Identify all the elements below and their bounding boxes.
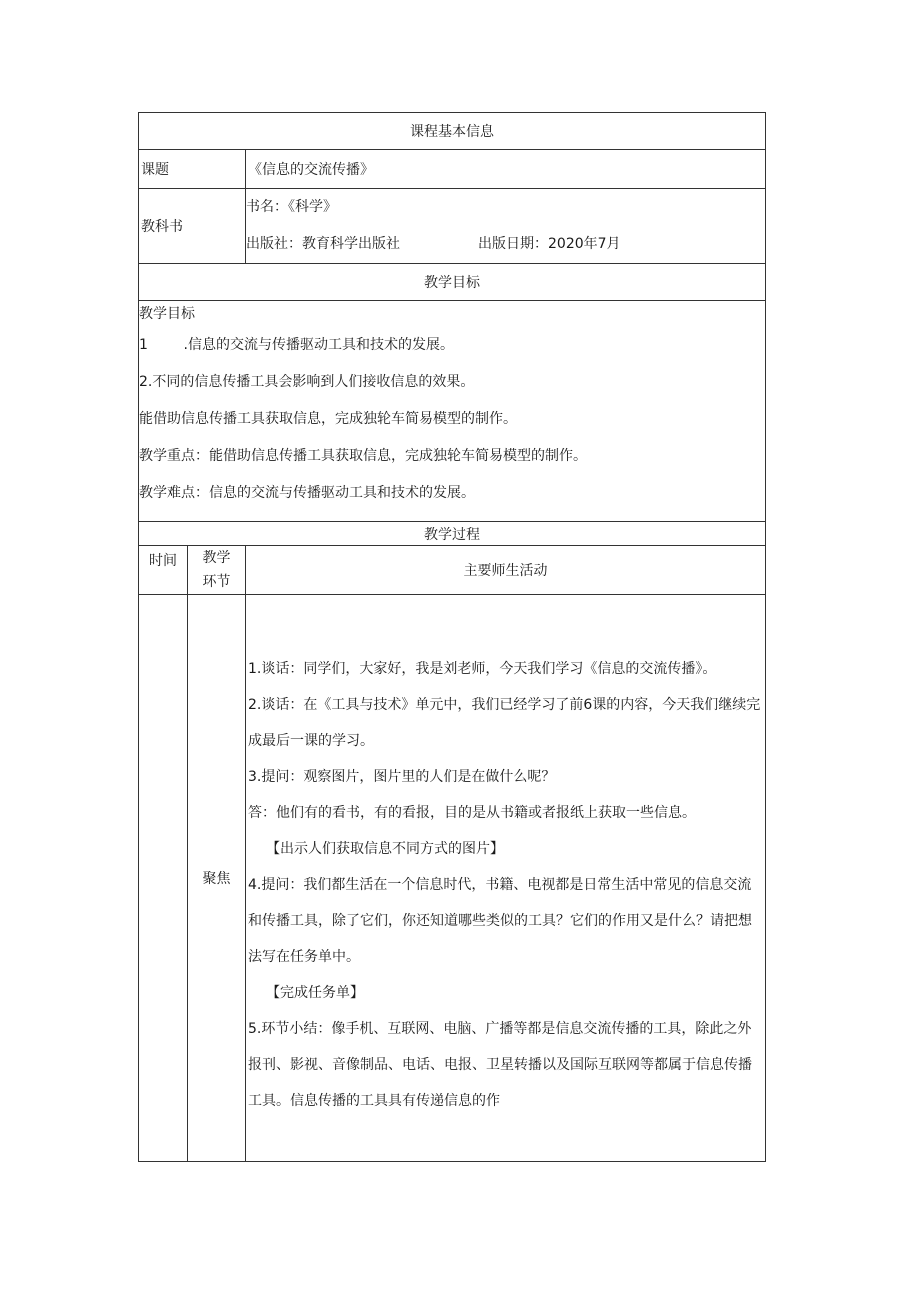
col-stage-line2: 环节 [202, 574, 231, 590]
activity-cell [246, 595, 766, 1162]
activity-paragraph-3: 3.提问：观察图片，图片里的人们是在做什么呢？ [248, 769, 556, 785]
objective-item-2: 2.不同的信息传播工具会影响到人们接收信息的效果。 [139, 374, 475, 390]
book-name: 书名：《科学》 [246, 199, 337, 215]
publisher: 出版社：教育科学出版社 [246, 236, 400, 252]
objectives-title: 教学目标 [139, 306, 195, 322]
activity-paragraph-6: 4.提问：我们都生活在一个信息时代，书籍、电视都是日常生活中常见的信息交流和传播工具，除了它们，你还知道哪些类似的工具？它们的作用又是什么？请把想法写在任务单中。 [248, 877, 752, 965]
objective-item-3: 能借助信息传播工具获取信息，完成独轮车简易模型的制作。 [139, 411, 517, 427]
process-heading-row [139, 522, 766, 546]
basic-info-heading: 课程基本信息 [139, 113, 766, 150]
publisher-line [246, 226, 765, 263]
objective-item-1: 1 .信息的交流与传播驱动工具和技术的发展。 [139, 337, 454, 353]
lesson-plan-table [138, 112, 766, 1162]
activity-paragraph-1: 1.谈话：同学们，大家好，我是刘老师，今天我们学习《信息的交流传播》。 [248, 661, 717, 677]
time-cell [139, 595, 188, 1162]
topic-value: 《信息的交流传播》 [246, 150, 766, 189]
objectives-heading: 教学目标 [139, 264, 766, 301]
col-time-header: 时间 [139, 546, 188, 595]
process-header-row [139, 546, 766, 595]
textbook-details [246, 189, 766, 264]
topic-row [139, 150, 766, 189]
activity-paragraph-5: 【出示人们获取信息不同方式的图片】 [266, 841, 504, 857]
col-stage-header [188, 546, 246, 595]
textbook-label: 教科书 [139, 189, 246, 264]
difficult-point: 教学难点：信息的交流与传播驱动工具和技术的发展。 [139, 485, 475, 501]
activity-paragraph-4: 答：他们有的看书，有的看报，目的是从书籍或者报纸上获取一些信息。 [248, 805, 696, 821]
publish-date: 出版日期：2020年7月 [478, 236, 621, 252]
col-stage-line1: 教学 [202, 550, 231, 566]
process-focus-row [139, 595, 766, 1162]
objectives-heading-row [139, 264, 766, 301]
activity-paragraph-2: 2.谈话：在《工具与技术》单元中，我们已经学习了前6课的内容，今天我们继续完成最后一课的学习。 [248, 697, 761, 749]
basic-info-heading-row [139, 113, 766, 150]
topic-label: 课题 [139, 150, 246, 189]
process-heading: 教学过程 [139, 522, 766, 546]
activity-paragraph-7: 【完成任务单】 [266, 985, 364, 1001]
key-point: 教学重点：能借助信息传播工具获取信息，完成独轮车简易模型的制作。 [139, 448, 587, 464]
textbook-row [139, 189, 766, 264]
lesson-plan-document [138, 112, 765, 1162]
col-activity-header: 主要师生活动 [246, 546, 766, 595]
activity-paragraph-8: 5.环节小结：像手机、互联网、电脑、广播等都是信息交流传播的工具，除此之外报刊、影视、音像制品、电话、电报、卫星转播以及国际互联网等都属于信息传播工具。信息传播的工具具有传递信息的作 [248, 1021, 752, 1109]
objectives-body-row [139, 301, 766, 522]
objectives-body [139, 301, 766, 522]
stage-cell: 聚焦 [188, 595, 246, 1162]
